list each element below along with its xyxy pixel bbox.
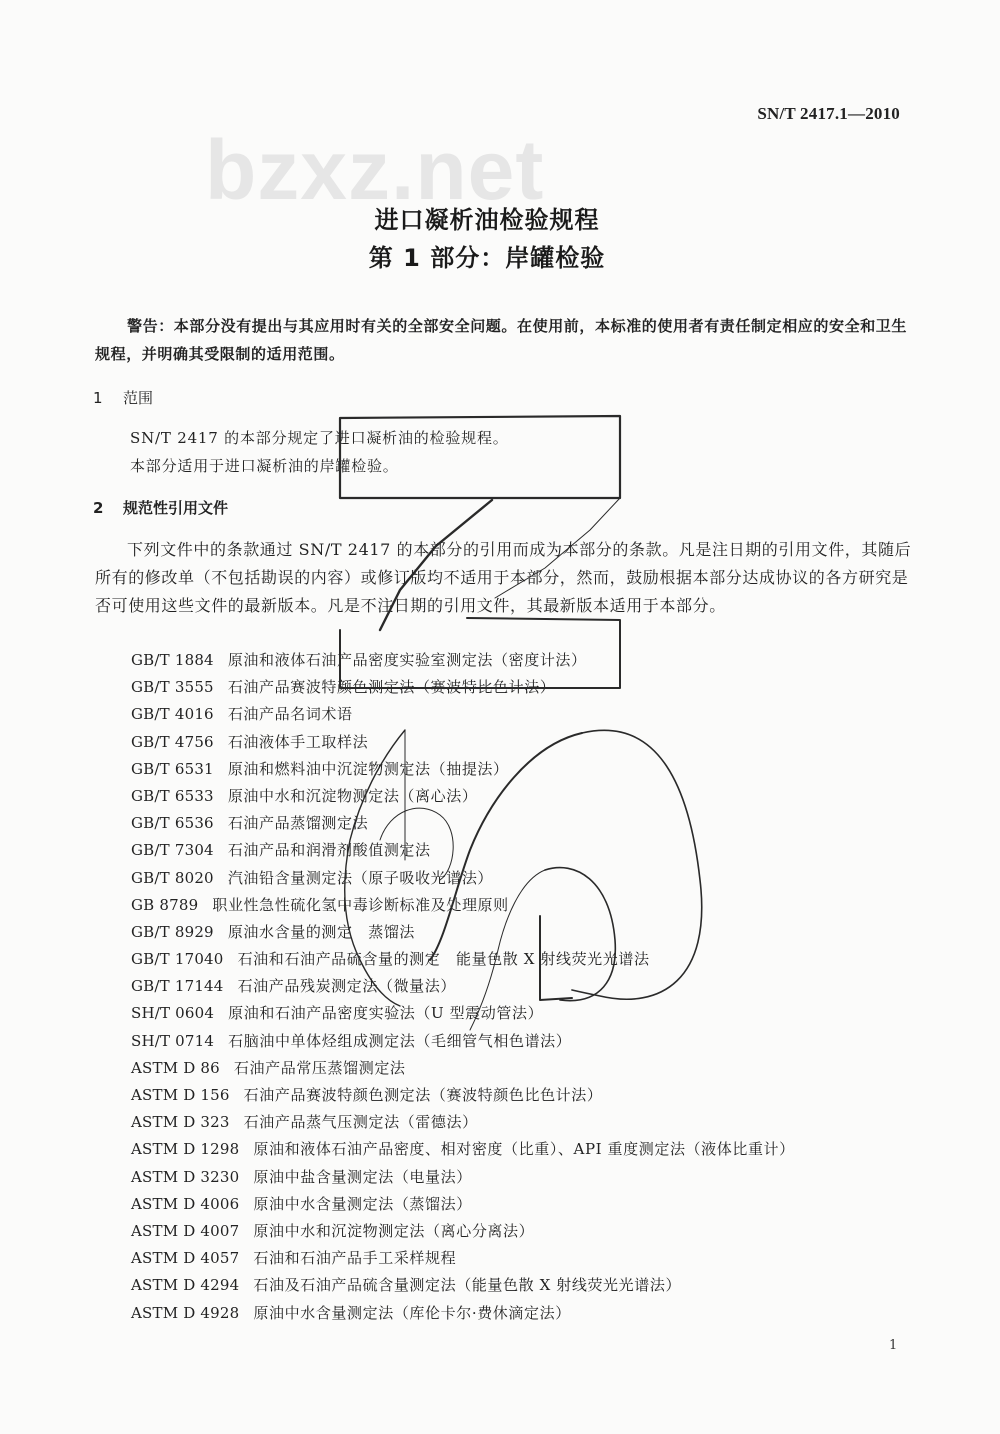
reference-list (131, 647, 795, 1327)
reference-code: ASTM D 156 (131, 1086, 230, 1104)
reference-name: 石油液体手工取样法 (227, 732, 369, 751)
reference-code: GB/T 3555 (131, 678, 214, 697)
reference-code: ASTM D 3230 (131, 1167, 240, 1186)
reference-code: GB/T 6531 (131, 759, 214, 778)
reference-name: 原油和石油产品密度实验法（U 型震动管法） (228, 1004, 544, 1023)
reference-item (131, 810, 795, 837)
section-title: 范围 (123, 389, 154, 407)
reference-item (131, 865, 795, 892)
section-heading-normative-references (93, 497, 228, 518)
reference-item (131, 1136, 795, 1163)
reference-name: 石油和石油产品硫含量的测定 能量色散 X 射线荧光光谱法 (237, 950, 650, 969)
document-subtitle: 第 1 部分：岸罐检验 (368, 244, 606, 272)
reference-code: GB/T 7304 (131, 841, 214, 860)
reference-code: ASTM D 4007 (131, 1221, 240, 1240)
reference-code: GB/T 4016 (131, 705, 214, 724)
reference-name: 原油水含量的测定 蒸馏法 (227, 922, 416, 941)
reference-item (131, 1272, 795, 1299)
reference-name: 原油中水和沉淀物测定法（离心分离法） (253, 1221, 535, 1240)
reference-item (131, 1164, 795, 1191)
reference-name: 原油中水含量测定法（库伦卡尔·费休滴定法） (253, 1303, 571, 1322)
reference-code: ASTM D 4928 (131, 1303, 240, 1322)
reference-item (131, 1055, 795, 1082)
reference-code: ASTM D 1298 (131, 1140, 240, 1159)
section-heading-scope (93, 387, 153, 408)
reference-code: GB/T 4756 (131, 732, 214, 751)
reference-name: 石油产品残炭测定法（微量法） (237, 977, 456, 996)
reference-item (131, 919, 795, 946)
reference-name: 原油和燃料油中沉淀物测定法（抽提法） (227, 759, 509, 778)
reference-name: 原油中水含量测定法（蒸馏法） (253, 1194, 472, 1213)
reference-item (131, 1000, 795, 1027)
reference-code: GB/T 6536 (131, 814, 214, 833)
reference-item (131, 1300, 795, 1327)
reference-code: SH/T 0604 (131, 1004, 215, 1023)
reference-item (131, 837, 795, 864)
section-number: 1 (93, 389, 103, 407)
reference-item (131, 701, 795, 728)
reference-code: ASTM D 4006 (131, 1194, 240, 1213)
reference-name: 石油产品蒸馏测定法 (227, 814, 369, 833)
reference-item (131, 756, 795, 783)
references-intro: 下列文件中的条款通过 SN/T 2417 的本部分的引用而成为本部分的条款。凡是注日期的引用文件，其随后所有的修改单（不包括勘误的内容）或修订版均不适用于本部分，然而，鼓励根据本部分达成协议的各方研究是否可使用这些文件的最新版本。凡是不注日期的引用文件，其最新版本适用于本部分。 (95, 540, 912, 615)
document-title: 进口凝析油检验规程 (374, 206, 600, 234)
reference-code: ASTM D 323 (131, 1113, 230, 1132)
reference-code: ASTM D 4057 (131, 1249, 240, 1268)
scope-paragraph: 本部分适用于进口凝析油的岸罐检验。 (130, 457, 399, 475)
reference-name: 石油产品常压蒸馏测定法 (233, 1058, 406, 1077)
section-title: 规范性引用文件 (123, 499, 229, 517)
reference-name: 石油产品赛波特颜色测定法（赛波特比色计法） (227, 678, 556, 697)
reference-name: 石油及石油产品硫含量测定法（能量色散 X 射线荧光光谱法） (253, 1276, 682, 1295)
reference-item (131, 647, 795, 674)
reference-item (131, 1082, 795, 1109)
reference-name: 石油产品赛波特颜色测定法（赛波特颜色比色计法） (243, 1086, 603, 1104)
reference-item (131, 729, 795, 756)
reference-code: SH/T 0714 (131, 1031, 215, 1050)
reference-name: 原油和液体石油产品密度实验室测定法（密度计法） (227, 651, 587, 669)
reference-item (131, 1245, 795, 1272)
reference-name: 原油中盐含量测定法（电量法） (253, 1167, 472, 1186)
reference-code: GB/T 17040 (131, 950, 224, 969)
reference-name: 职业性急性硫化氢中毒诊断标准及处理原则 (212, 895, 509, 914)
reference-name: 石脑油中单体烃组成测定法（毛细管气相色谱法） (228, 1031, 572, 1050)
reference-name: 石油和石油产品手工采样规程 (253, 1249, 457, 1268)
reference-code: ASTM D 86 (131, 1058, 220, 1077)
reference-name: 石油产品蒸气压测定法（雷德法） (243, 1113, 478, 1132)
standard-code: SN/T 2417.1—2010 (757, 104, 900, 123)
reference-name: 原油和液体石油产品密度、相对密度（比重）、API 重度测定法（液体比重计） (253, 1140, 795, 1159)
reference-code: GB/T 8929 (131, 922, 214, 941)
reference-item (131, 973, 795, 1000)
reference-code: ASTM D 4294 (131, 1276, 240, 1295)
page-number: 1 (889, 1338, 898, 1353)
reference-name: 汽油铅含量测定法（原子吸收光谱法） (227, 868, 494, 887)
watermark: bzxz.net (205, 123, 545, 217)
reference-item (131, 946, 795, 973)
reference-item (131, 783, 795, 810)
reference-item (131, 1109, 795, 1136)
reference-item (131, 1218, 795, 1245)
reference-code: GB/T 1884 (131, 651, 214, 669)
scope-paragraph: SN/T 2417 的本部分规定了进口凝析油的检验规程。 (130, 429, 509, 447)
reference-name: 石油产品名词术语 (227, 705, 353, 724)
reference-item (131, 1191, 795, 1218)
section-number: 2 (93, 499, 104, 517)
reference-code: GB 8789 (131, 895, 199, 914)
reference-code: GB/T 8020 (131, 868, 214, 887)
reference-code: GB/T 6533 (131, 786, 214, 805)
reference-code: GB/T 17144 (131, 977, 224, 996)
reference-item (131, 892, 795, 919)
reference-item (131, 674, 795, 701)
reference-item (131, 1028, 795, 1055)
reference-name: 石油产品和润滑剂酸值测定法 (227, 841, 431, 860)
safety-warning: 警告：本部分没有提出与其应用时有关的全部安全问题。在使用前，本标准的使用者有责任制定相应的安全和卫生规程，并明确其受限制的适用范围。 (95, 317, 908, 363)
reference-name: 原油中水和沉淀物测定法（离心法） (227, 786, 478, 805)
